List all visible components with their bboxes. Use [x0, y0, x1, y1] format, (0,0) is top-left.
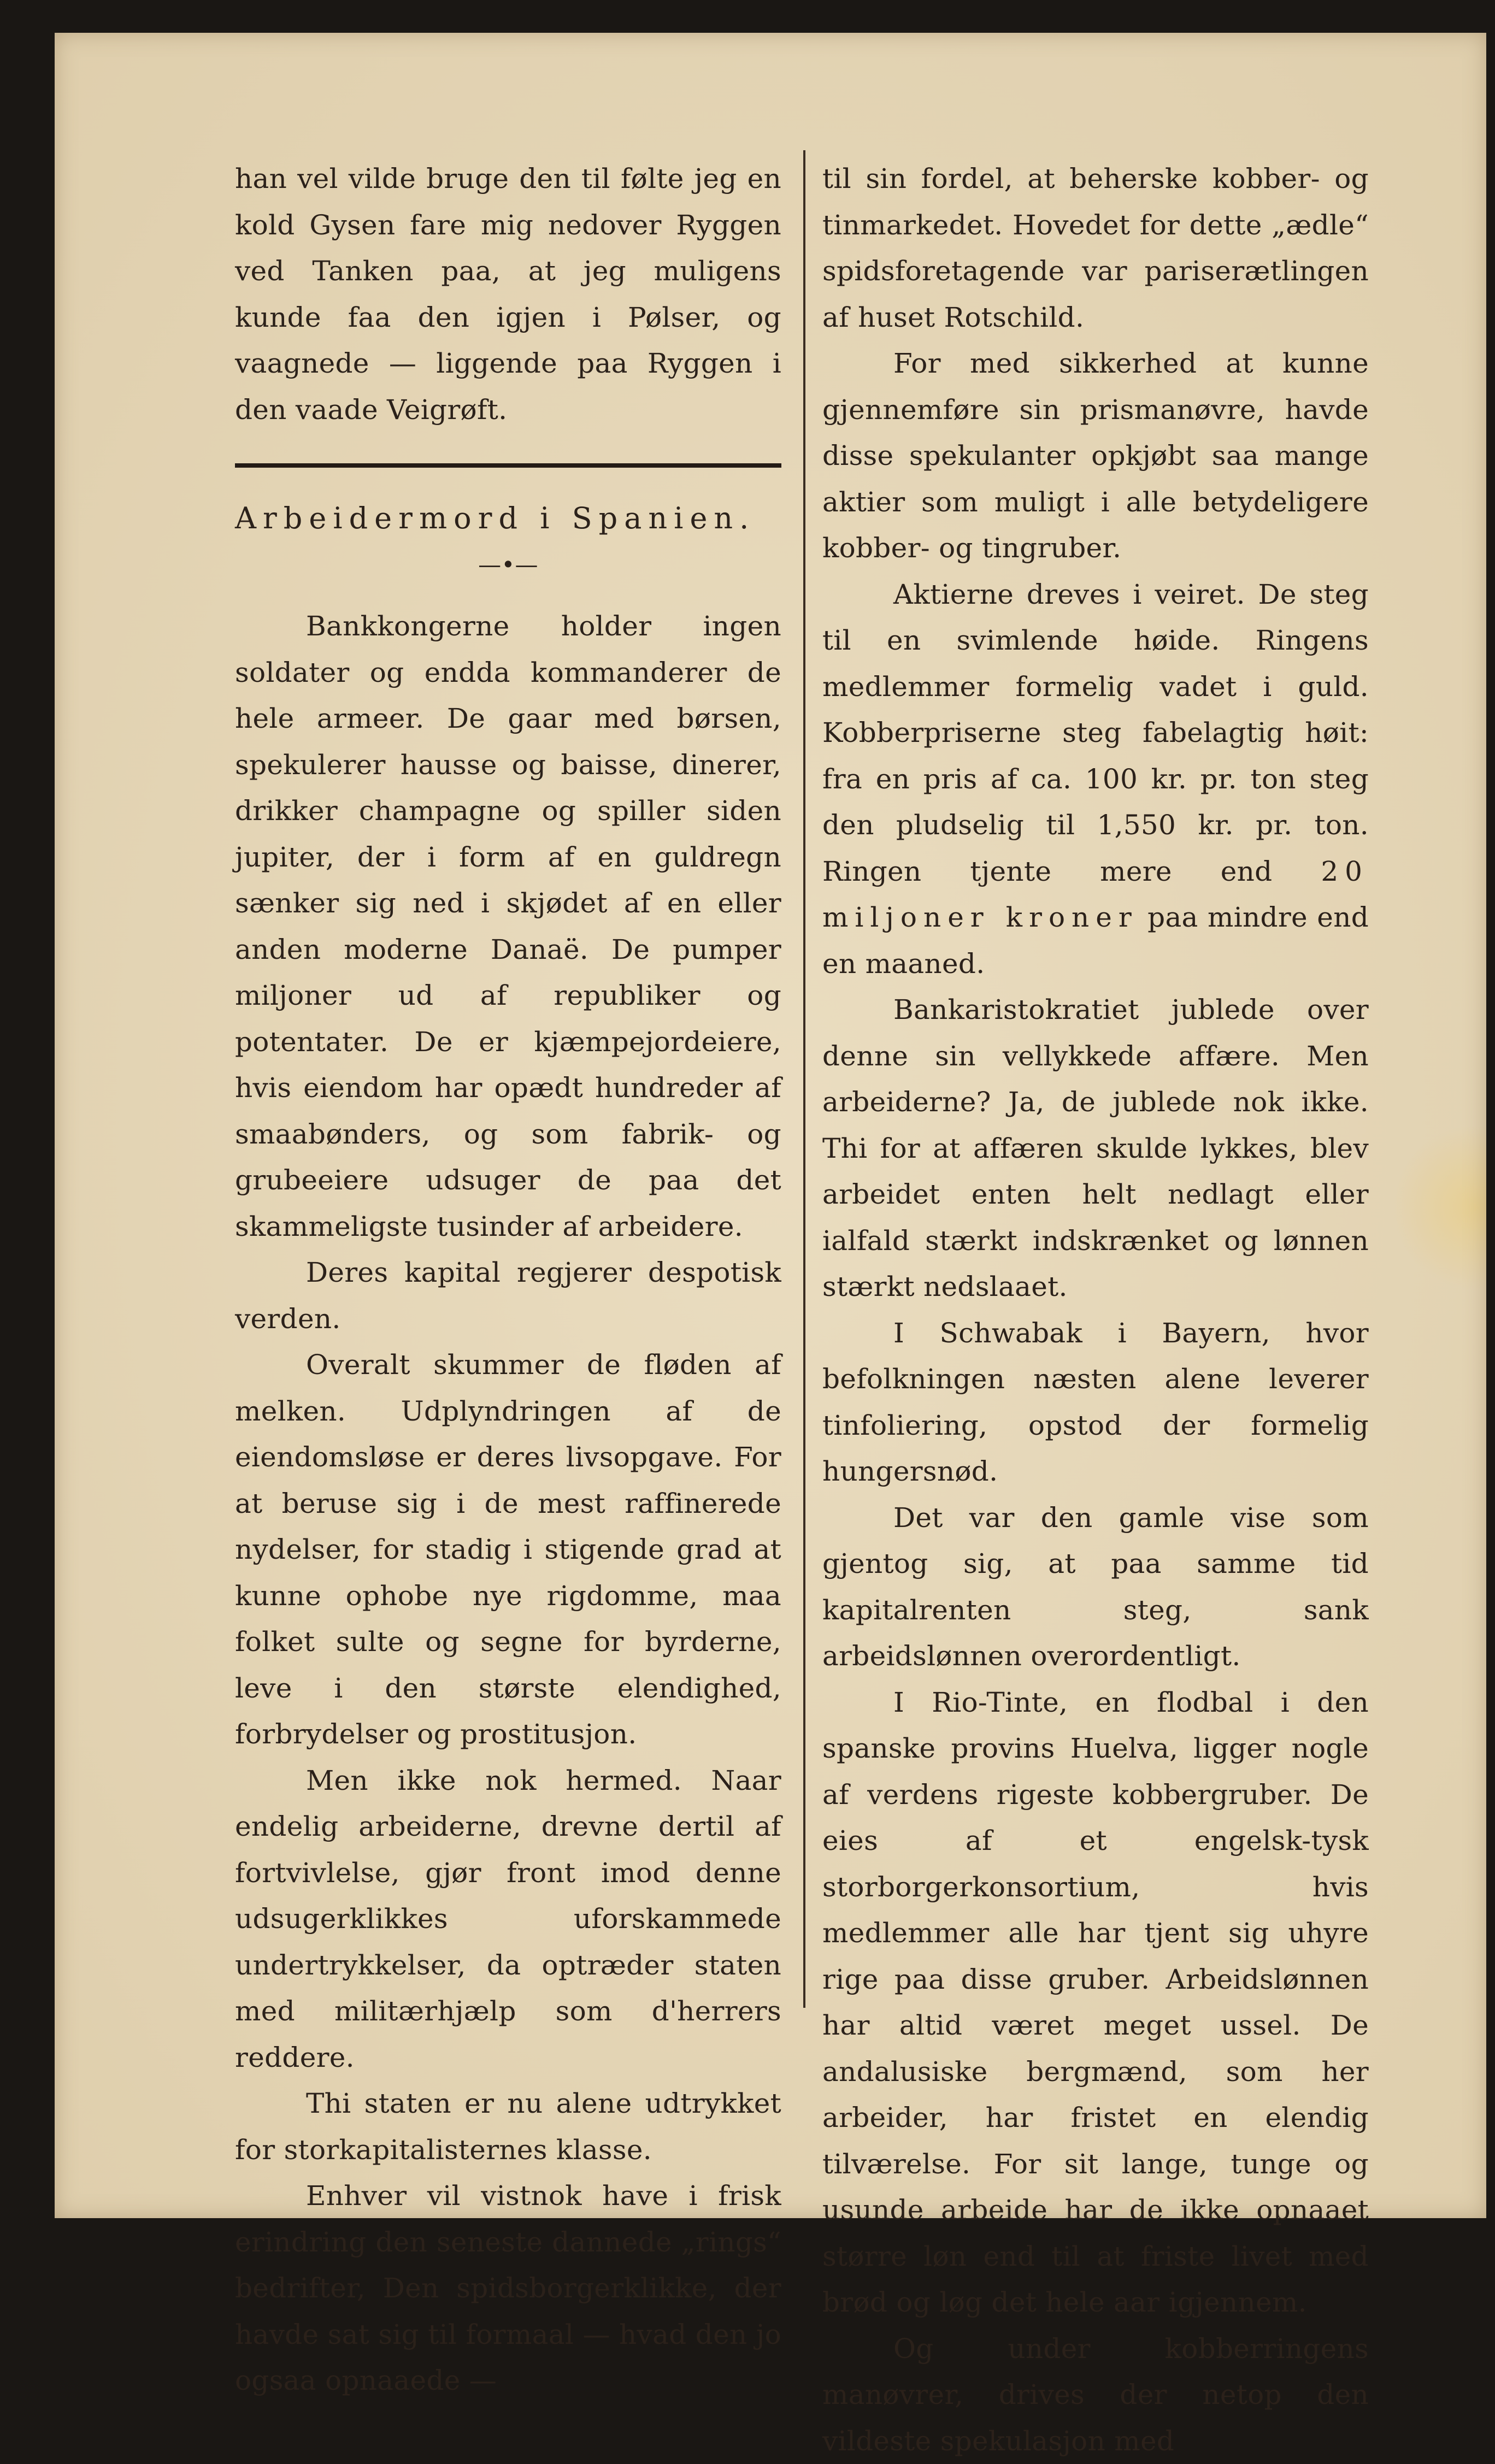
- article-paragraph: Enhver vil vistnok have i frisk erindring den seneste dannede „rings“ bedrifter, Den spidsborgerklikke, der havde sat sig til formaal — hvad den jo ogsaa opnaaede —: [235, 2173, 781, 2404]
- article-paragraph: I Rio-Tinte, en flodbal i den spanske provins Huelva, ligger nogle af verdens rigeste kobbergruber. De eies af et engelsk-tysk storborgerkonsortium, hvis medlemmer alle har tjent sig uhyre rige paa disse gruber. Arbeidslønnen har altid været meget ussel. De andalusiske bergmænd, som her arbeider, har fristet en elendig tilværelse. For sit lange, tunge og usunde arbeide har de ikke opnaaet større løn end til at friste livet med brød og løg det hele aar igjennem.: [822, 1679, 1369, 2326]
- right-column: [822, 156, 1369, 2464]
- section-divider-rule: [235, 463, 781, 468]
- column-divider: [803, 150, 805, 2008]
- article-paragraph: Bankaristokratiet jublede over denne sin vellykkede affære. Men arbeiderne? Ja, de jublede nok ikke. Thi for at affæren skulde lykkes, blev arbeidet enten helt nedlagt eller ialfald stærkt indskrænket og lønnen stærkt nedslaaet.: [822, 987, 1369, 1310]
- article-text: paa mindre end en maaned.: [822, 901, 1369, 980]
- spaced-emphasis: 20 miljoner kroner: [822, 856, 1369, 934]
- article-paragraph: Bankkongerne holder ingen soldater og endda kommanderer de hele armeer. De gaar med børsen, spekulerer hausse og baisse, dinerer, drikker champagne og spiller siden jupiter, der i form af en guldregn sænker sig ned i skjødet af en eller anden moderne Danaë. De pumper miljoner ud af republiker og potentater. De er kjæmpejordeiere, hvis eiendom har opædt hundreder af smaabønders, og som fabrik- og grubeeiere udsuger de paa det skammeligste tusinder af arbeidere.: [235, 603, 781, 1249]
- continuation-paragraph: han vel vilde bruge den til følte jeg en kold Gysen fare mig nedover Ryggen ved Tanken paa, at jeg muligens kunde faa den igjen i Pølser, og vaagnede — liggende paa Ryggen i den vaade Veigrøft.: [235, 156, 781, 433]
- article-paragraph: Deres kapital regjerer despotisk verden.: [235, 1249, 781, 1342]
- continuation-paragraph: til sin fordel, at beherske kobber- og tinmarkedet. Hovedet for dette „ædle“ spidsforetagende var pariserætlingen af huset Rotschild.: [822, 156, 1369, 340]
- article-text: Aktierne dreves i veiret. De steg til en svimlende høide. Ringens medlemmer formelig vadet i guld. Kobberpriserne steg fabelagtig høit: fra en pris af ca. 100 kr. pr. ton steg den pludselig til 1,550 kr. pr. ton. Ringen tjente mere end: [822, 579, 1369, 887]
- article-paragraph: Overalt skummer de fløden af melken. Udplyndringen af de eiendomsløse er deres livsopgave. For at beruse sig i de mest raffinerede nydelser, for stadig i stigende grad at kunne ophobe nye rigdomme, maa folket sulte og segne for byrderne, leve i den største elendighed, forbrydelser og prostitusjon.: [235, 1342, 781, 1758]
- article-paragraph: [822, 571, 1369, 987]
- article-paragraph: For med sikkerhed at kunne gjennemføre sin prismanøvre, havde disse spekulanter opkjøbt saa mange aktier som muligt i alle betydeligere kobber- og tingruber.: [822, 340, 1369, 571]
- article-paragraph: Men ikke nok hermed. Naar endelig arbeiderne, drevne dertil af fortvivlelse, gjør front imod denne udsugerklikkes uforskammede undertrykkelser, da optræder staten med militærhjælp som d'herrers reddere.: [235, 1758, 781, 2081]
- left-column: [235, 156, 781, 2404]
- article-paragraph: Thi staten er nu alene udtrykket for storkapitalisternes klasse.: [235, 2080, 781, 2173]
- article-title: Arbeidermord i Spanien.: [235, 494, 781, 543]
- title-ornament: —•—: [235, 549, 781, 581]
- newspaper-page: [55, 33, 1486, 2218]
- article-paragraph: I Schwabak i Bayern, hvor befolkningen næsten alene leverer tinfoliering, opstod der formelig hungersnød.: [822, 1310, 1369, 1495]
- article-paragraph: Det var den gamle vise som gjentog sig, at paa samme tid kapitalrenten steg, sank arbeidslønnen overordentligt.: [822, 1495, 1369, 1679]
- article-paragraph: Og under kobberringens manøvrer, drives der netop den vildeste spekulasjon med: [822, 2326, 1369, 2464]
